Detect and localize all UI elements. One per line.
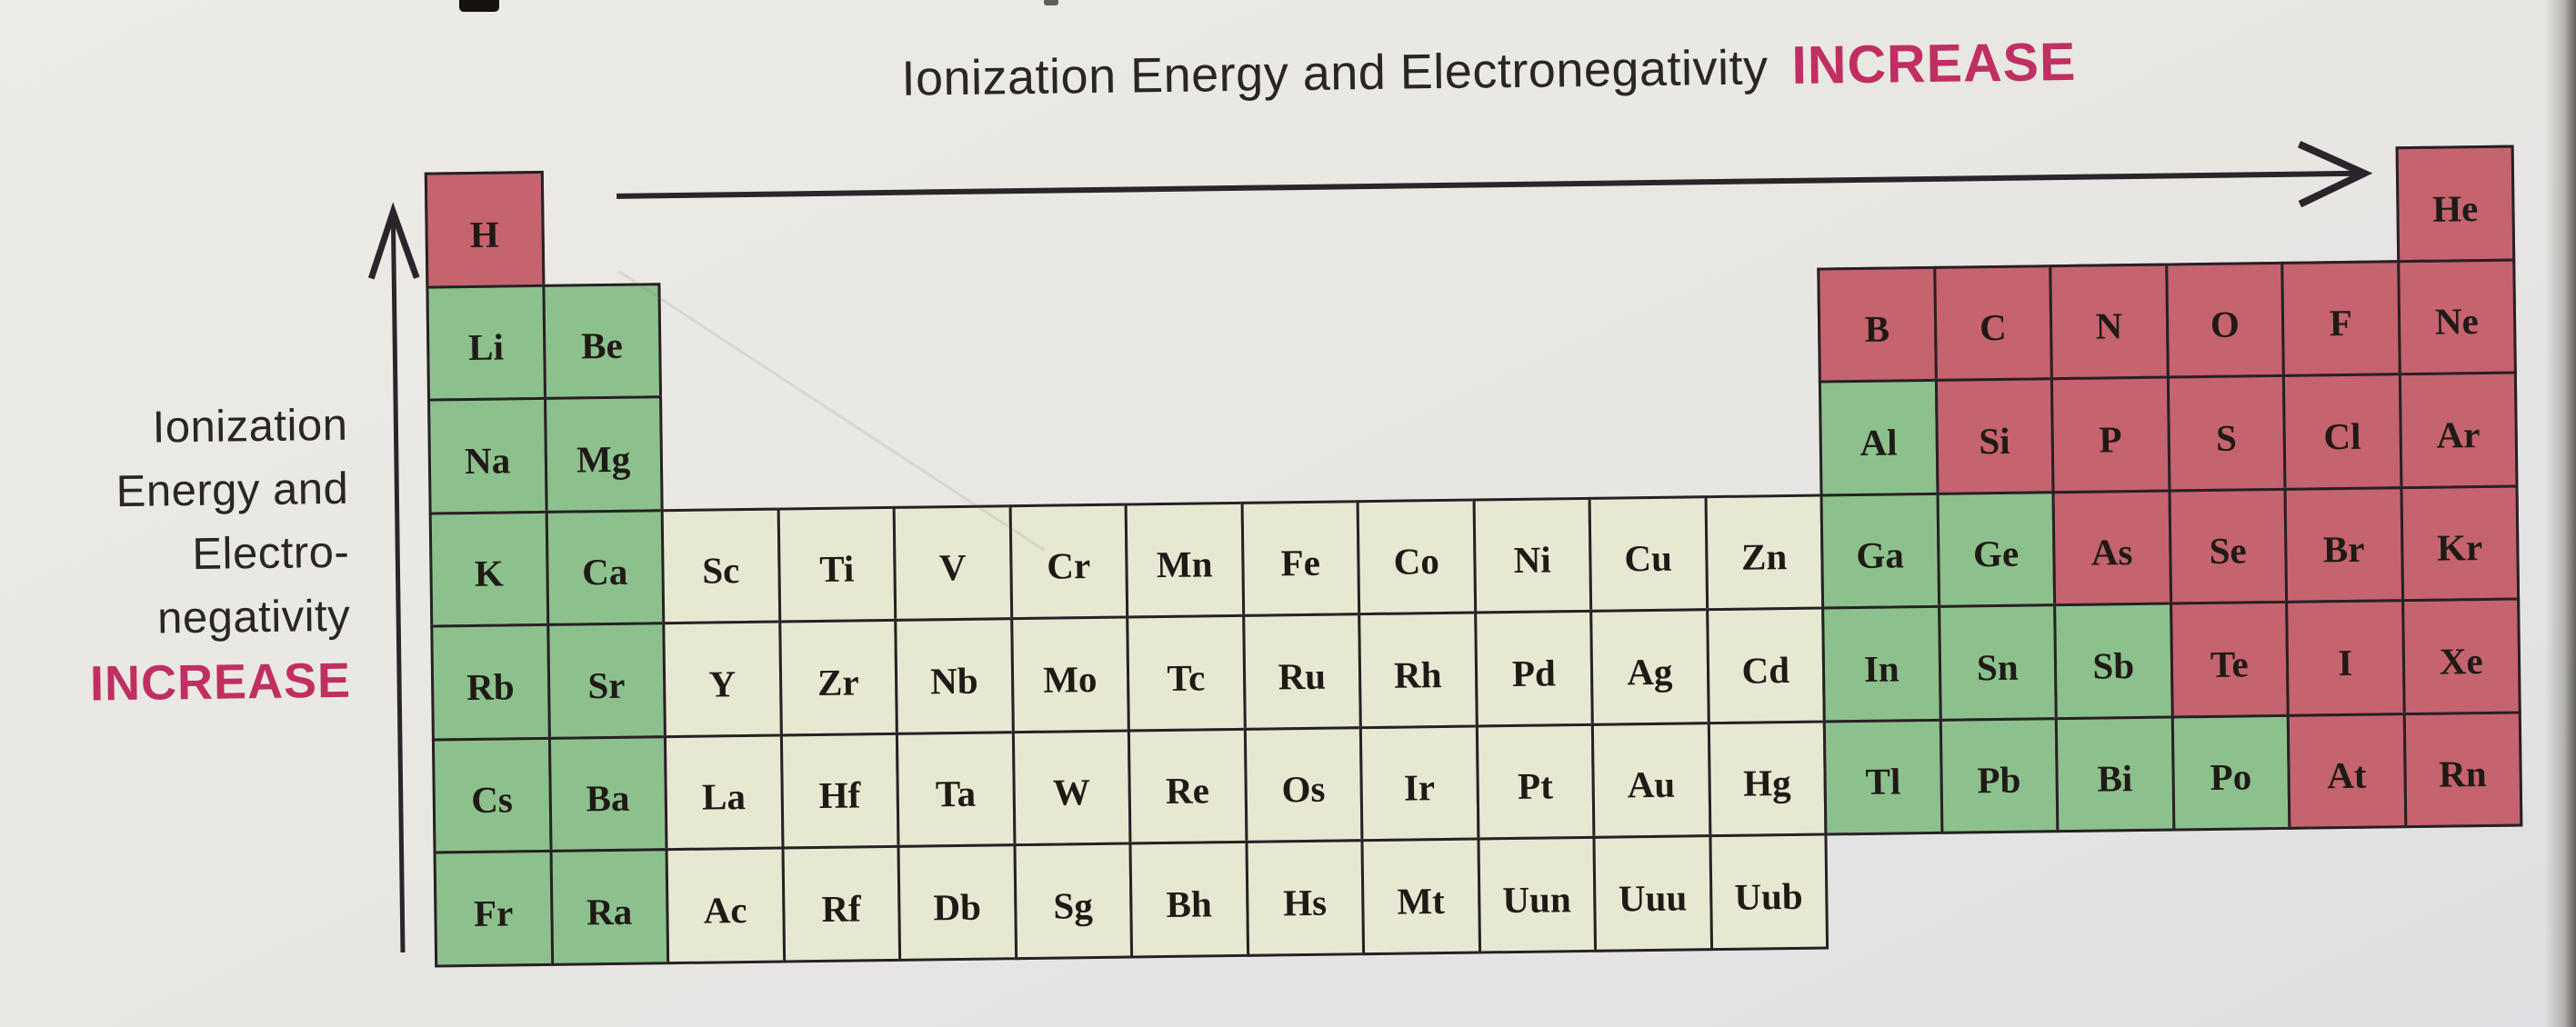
ink-mark (1044, 0, 1058, 5)
element-cell-Rb: Rb (430, 623, 550, 741)
element-cell-Hg: Hg (1707, 720, 1827, 837)
element-cell-Rf: Rf (781, 845, 901, 962)
element-cell-C: C (1933, 264, 2053, 382)
element-cell-Ca: Ca (545, 509, 665, 626)
element-cell-B: B (1817, 265, 1937, 383)
figure-title-increase: INCREASE (1791, 31, 2077, 95)
element-cell-Zn: Zn (1704, 494, 1824, 611)
element-cell-Al: Al (1819, 379, 1939, 496)
element-cell-Cs: Cs (432, 736, 552, 853)
element-cell-Re: Re (1128, 727, 1248, 844)
element-cell-Db: Db (897, 843, 1017, 961)
element-cell-Os: Os (1243, 726, 1363, 843)
element-cell-Hs: Hs (1245, 839, 1365, 956)
element-cell-Mn: Mn (1125, 501, 1245, 618)
element-cell-Hf: Hf (779, 732, 899, 849)
element-cell-He: He (2395, 145, 2515, 263)
page-edge-shadow (2545, 0, 2576, 1027)
element-cell-O: O (2165, 261, 2285, 378)
element-cell-Ir: Ir (1359, 724, 1479, 842)
element-cell-F: F (2280, 260, 2401, 377)
element-cell-P: P (2050, 376, 2170, 494)
element-cell-Na: Na (427, 397, 547, 514)
element-cell-Au: Au (1591, 722, 1711, 839)
element-cell-Mo: Mo (1010, 616, 1130, 733)
element-cell-Ge: Ge (1936, 491, 2056, 608)
element-cell-Ba: Ba (547, 735, 667, 853)
element-cell-Se: Se (2168, 487, 2288, 604)
element-cell-V: V (893, 504, 1013, 622)
element-cell-At: At (2287, 713, 2407, 830)
element-cell-Be: Be (542, 283, 662, 400)
element-cell-Zr: Zr (778, 619, 898, 736)
element-cell-As: As (2052, 489, 2172, 606)
element-cell-Co: Co (1357, 498, 1477, 615)
element-cell-Rh: Rh (1358, 612, 1478, 729)
element-cell-Ag: Ag (1589, 608, 1709, 725)
element-cell-Fr: Fr (434, 850, 554, 967)
element-cell-Cu: Cu (1589, 495, 1709, 613)
element-cell-Ne: Ne (2397, 258, 2517, 375)
element-cell-Pd: Pd (1474, 610, 1594, 727)
element-cell-Pt: Pt (1475, 723, 1595, 840)
element-cell-I: I (2285, 599, 2405, 716)
element-cell-Mg: Mg (544, 395, 664, 513)
element-cell-Sg: Sg (1013, 842, 1133, 959)
element-cell-Xe: Xe (2401, 597, 2521, 714)
element-cell-Ar: Ar (2398, 372, 2518, 489)
element-cell-Ru: Ru (1242, 613, 1362, 730)
element-cell-Tc: Tc (1126, 614, 1246, 732)
element-cell-In: In (1821, 605, 1941, 723)
element-cell-Cd: Cd (1706, 607, 1826, 724)
side-label-line: Electro- (192, 527, 350, 579)
element-cell-Uuu: Uuu (1592, 834, 1712, 952)
element-cell-Cl: Cl (2282, 373, 2402, 490)
element-cell-Fe: Fe (1240, 500, 1360, 617)
element-cell-K: K (429, 510, 549, 627)
side-label-line: negativity (156, 591, 351, 643)
element-cell-Ni: Ni (1472, 496, 1592, 613)
element-cell-Ra: Ra (549, 848, 669, 965)
element-cell-Ta: Ta (896, 731, 1016, 848)
element-cell-La: La (664, 733, 784, 851)
element-cell-Cr: Cr (1008, 503, 1128, 620)
element-cell-Mt: Mt (1360, 837, 1480, 954)
element-cell-Sn: Sn (1938, 603, 2058, 721)
element-cell-N: N (2049, 263, 2169, 380)
ink-mark (459, 0, 499, 12)
element-cell-Tl: Tl (1823, 718, 1943, 835)
element-cell-Pb: Pb (1939, 717, 2059, 834)
element-cell-Br: Br (2283, 486, 2403, 603)
element-cell-Si: Si (1934, 377, 2054, 494)
element-cell-Po: Po (2170, 713, 2290, 831)
element-cell-Rn: Rn (2402, 711, 2522, 828)
element-cell-Ga: Ga (1820, 492, 1940, 609)
element-cell-Bh: Bh (1128, 841, 1248, 958)
element-cell-Uub: Uub (1709, 833, 1829, 950)
element-cell-Li: Li (426, 284, 546, 401)
element-cell-Ac: Ac (666, 847, 786, 964)
element-cell-Sb: Sb (2053, 602, 2173, 719)
element-cell-W: W (1011, 729, 1131, 846)
element-cell-H: H (425, 171, 545, 288)
element-cell-Kr: Kr (2400, 484, 2520, 602)
element-cell-S: S (2166, 374, 2286, 492)
side-label-line: Energy and (115, 464, 349, 517)
element-cell-Bi: Bi (2055, 715, 2175, 833)
element-cell-Ti: Ti (777, 505, 897, 623)
element-cell-Y: Y (662, 621, 782, 738)
element-cell-Sc: Sc (661, 507, 781, 624)
element-cell-Te: Te (2170, 601, 2290, 718)
element-cell-Nb: Nb (894, 617, 1014, 734)
side-label-line: Ionization (152, 400, 348, 453)
figure-title-text: Ionization Energy and Electronegativity (901, 40, 1769, 106)
element-cell-Sr: Sr (546, 622, 667, 739)
element-cell-Uun: Uun (1477, 836, 1597, 953)
side-label-increase: INCREASE (89, 653, 352, 712)
